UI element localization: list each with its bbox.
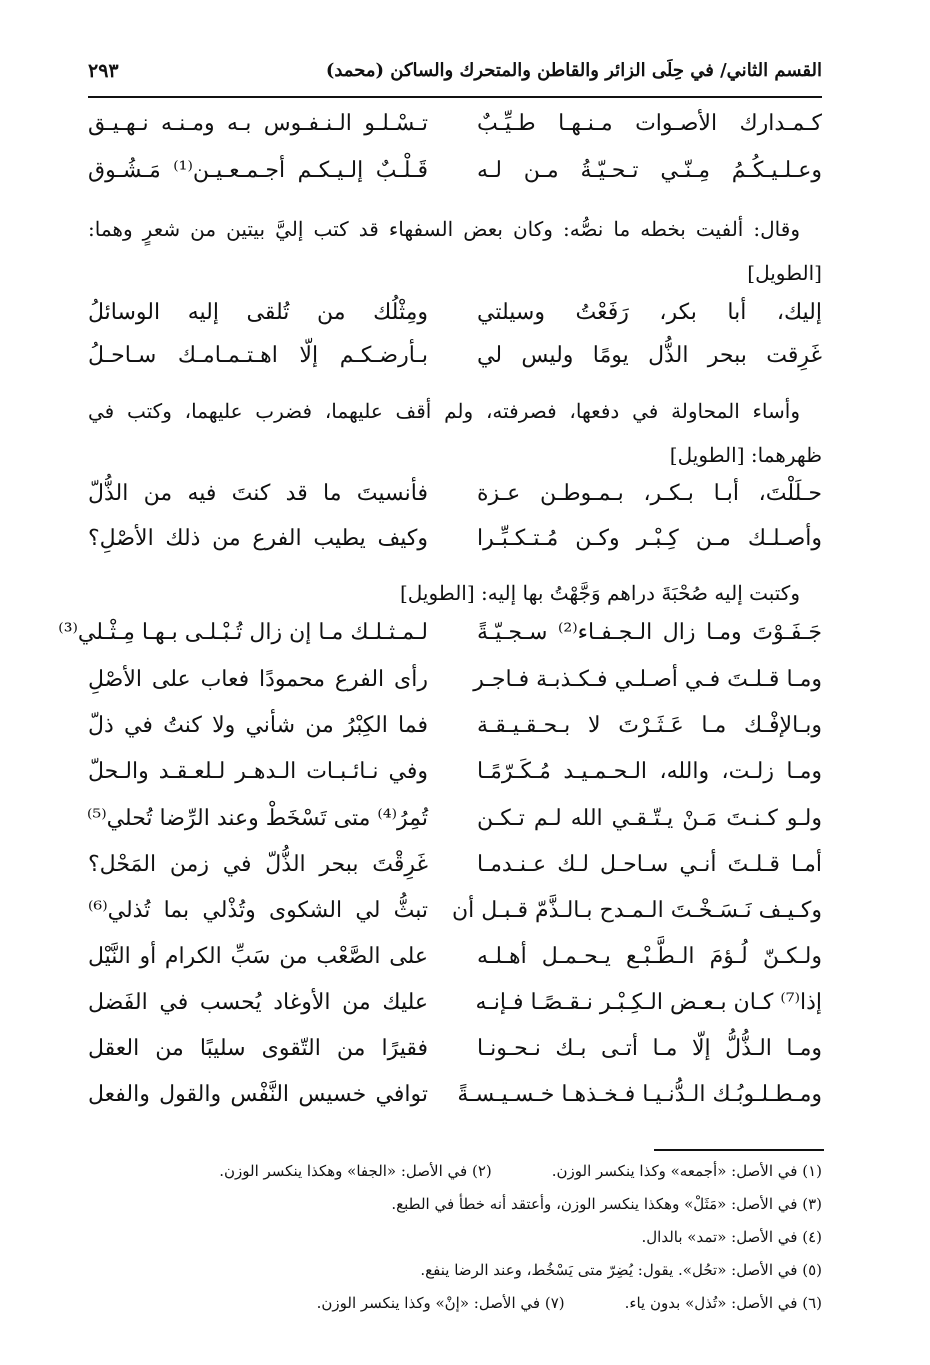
verse-second-hemistich: وفي نـائـبـات الـدهـر لـلعـقـد والـحلّ: [88, 759, 428, 784]
verse-first-hemistich: إليك، أبا بكر، رَفَعْتُ وسيلتي: [477, 300, 822, 325]
verse-couplet: [88, 526, 822, 566]
verse-first-hemistich: وبـالإفْـك مـا عَـثَـرْتَ لا بـحـقـيـقـة: [477, 713, 822, 738]
verse-first-hemistich: ومـا قـلـتَ فـي أصـلـي فـكـذبـة فـاجـر: [473, 667, 822, 692]
verse-first-hemistich: ولـكـنّ لُـؤمَ الـطَّـبْـع يـحـمـل أهـلـه: [477, 944, 822, 969]
verse-couplet: [88, 481, 822, 521]
verse-second-hemistich: فأنسيتَ ما قد كنتَ فيه من الذُّلّ: [88, 481, 428, 506]
footnote-4: (٤) في الأصل: «تمد» بالدال.: [641, 1228, 822, 1246]
verse-couplet: [88, 667, 822, 707]
verse-couplet: [88, 1036, 822, 1076]
verse-second-hemistich: بـأرضـكـم إلّا اهـتـمـامـك سـاحـلُ: [88, 343, 428, 368]
verse-couplet: [88, 343, 822, 383]
verse-first-hemistich: وعـلـيـكُـمُ مِـنّـي تـحـيّـةُ مـن لـه: [477, 158, 822, 183]
prose-paragraph: [88, 571, 822, 615]
verse-first-hemistich: كـمـدارك الأصـوات مـنـهـا طـيِّـبٌ: [477, 111, 822, 136]
verse-second-hemistich: فما الكِبْرُ من شأني ولا كنتُ في ذلّ: [88, 713, 428, 738]
verse-second-hemistich: على الصَّعْب من سَبِّ الكرام أو النَّيْل: [88, 944, 428, 969]
verse-second-hemistich: تـسْـلـو الـنـفـوس بـه ومـنـه نـهـيـق: [88, 111, 428, 136]
verse-couplet: [88, 1082, 822, 1122]
prose-paragraph: [88, 389, 822, 477]
footnote-rule: [654, 1149, 824, 1151]
verse-second-hemistich: تبثُّ لي الشكوى وتُذْلي بما تُذلي⁽⁶⁾: [88, 898, 428, 923]
prose-text: وقال: ألفيت بخطه ما نصُّه: وكان بعض السفهاء قد كتب إليَّ بيتين من شعرٍ وهما:: [88, 217, 800, 241]
footnote-7: (٧) في الأصل: «إنْ» وكذا ينكسر الوزن.: [316, 1294, 565, 1312]
verse-couplet: [88, 990, 822, 1030]
verse-couplet: [88, 713, 822, 753]
meter-label: [الطويل]: [747, 261, 822, 285]
verse-second-hemistich: عليك من الأوغاد يُحسب في الفَضل: [88, 990, 428, 1015]
verse-couplet: [88, 759, 822, 799]
verse-couplet: [88, 300, 822, 340]
header-title: القسم الثاني/ في حِلَى الزائر والقاطن والمتحرك والساكن (محمد): [325, 60, 822, 81]
verse-couplet: [88, 158, 822, 198]
verse-second-hemistich: لـمـثـلـك مـا إن زال تُـبْـلـى بـهـا مِـثْـلي⁽³⁾: [58, 620, 428, 645]
footnote-line: [88, 1195, 822, 1213]
verse-second-hemistich: غَرِقْتَ ببحر الذُّلّ في زمن المَحْل؟: [88, 852, 428, 877]
footnote-line: [88, 1261, 822, 1279]
verse-first-hemistich: إذا⁽⁷⁾ كـان بـعـض الـكِـبْـر نـقـصًـا فـإنـه: [475, 990, 822, 1015]
verse-couplet: [88, 944, 822, 984]
running-header: [88, 58, 822, 98]
verse-second-hemistich: تُمِرُ⁽⁴⁾ متى تَسْخَطْ وعند الرِّضا تُحلي⁽⁵⁾: [86, 806, 428, 831]
verse-first-hemistich: وكـيـف نَـسَـخْـتَ الـمـدح بـالـذَّمّ قـبـل أن: [452, 898, 822, 923]
verse-first-hemistich: ومـطـلـوبُـك الـدُّنـيـا فـخـذهـا خـسـيـسـةً: [457, 1082, 822, 1107]
verse-couplet: [58, 620, 822, 660]
footnote-2: (٢) في الأصل: «الجفا» وهكذا ينكسر الوزن.: [219, 1162, 492, 1180]
verse-second-hemistich: وكيف يطيب الفرع من ذلك الأصْلِ؟: [88, 526, 428, 551]
verse-first-hemistich: غَرِقت ببحر الذُّل يومًا وليس لي: [477, 343, 822, 368]
footnote-line: [88, 1294, 822, 1312]
verse-couplet: [88, 111, 822, 151]
verse-second-hemistich: فقيرًا من التّقوى سليبًا من العقل: [88, 1036, 428, 1061]
verse-couplet: [88, 898, 822, 938]
verse-second-hemistich: توافي خسيس النَّفْس والقول والفعل: [88, 1082, 428, 1107]
verse-first-hemistich: وأصـلـك مـن كِـبْـر وكـن مُـتـكـبِّـرا: [477, 526, 822, 551]
meter-label: [الطويل]: [669, 443, 745, 467]
verse-first-hemistich: حـلَلْتَ، أبـا بـكـر، بـمـوطـن عـزة: [477, 481, 822, 506]
meter-label: [الطويل]: [399, 581, 475, 605]
verse-second-hemistich: قَـلْـبٌ إلـيـكـم أجـمـعـيـن⁽¹⁾ مَـشُـوق: [88, 158, 428, 183]
footnote-line: [88, 1162, 822, 1180]
verse-second-hemistich: ومِثْلُك من تُلقى إليه الوسائلُ: [88, 300, 428, 325]
page-number: ٢٩٣: [88, 60, 119, 82]
verse-first-hemistich: ولـو كـنـتَ مَـنْ يـتّـقـي الله لـم تـكـن: [477, 806, 822, 831]
footnote-6: (٦) في الأصل: «تُذل» بدون ياء.: [624, 1294, 822, 1312]
prose-paragraph: [88, 207, 822, 295]
verse-first-hemistich: ومـا زلـت، والله، الـحـمـيـد مُـكَـرّمًـا: [477, 759, 822, 784]
footnote-1: (١) في الأصل: «أجمعه» وكذا ينكسر الوزن.: [551, 1162, 822, 1180]
verse-first-hemistich: ومـا الـذُّلُّ إلّا مـا أتـى بـك نـحـونـا: [477, 1036, 822, 1061]
verse-couplet: [88, 852, 822, 892]
prose-text: وأساء المحاولة في دفعها، فصرفته، ولم أقف عليهما، فضرب عليهما، وكتب في ظهرهما:: [88, 399, 822, 467]
verse-first-hemistich: أمـا قـلـتَ أنـي سـاحـل لـك عـنـدمـا: [477, 852, 822, 877]
verse-first-hemistich: جَـفَـوْتَ ومـا زال الـجـفـاء⁽²⁾ سـجـيّـةً: [477, 620, 822, 645]
footnote-line: [88, 1228, 822, 1246]
verse-second-hemistich: رأى الفرع محمودًا فعاب على الأصْلِ: [88, 667, 428, 692]
verse-couplet: [88, 806, 822, 846]
prose-text: وكتبت إليه صُحْبَةَ دراهم وَجَّهْتُ بها إليه:: [481, 581, 800, 605]
footnote-5: (٥) في الأصل: «تحُل». يقول: يُضِرّ متى يَسْخُط، وعند الرضا ينفع.: [420, 1261, 822, 1279]
footnote-3: (٣) في الأصل: «مَثَلْ» وهكذا ينكسر الوزن، وأعتقد أنه خطأ في الطبع.: [391, 1195, 822, 1213]
